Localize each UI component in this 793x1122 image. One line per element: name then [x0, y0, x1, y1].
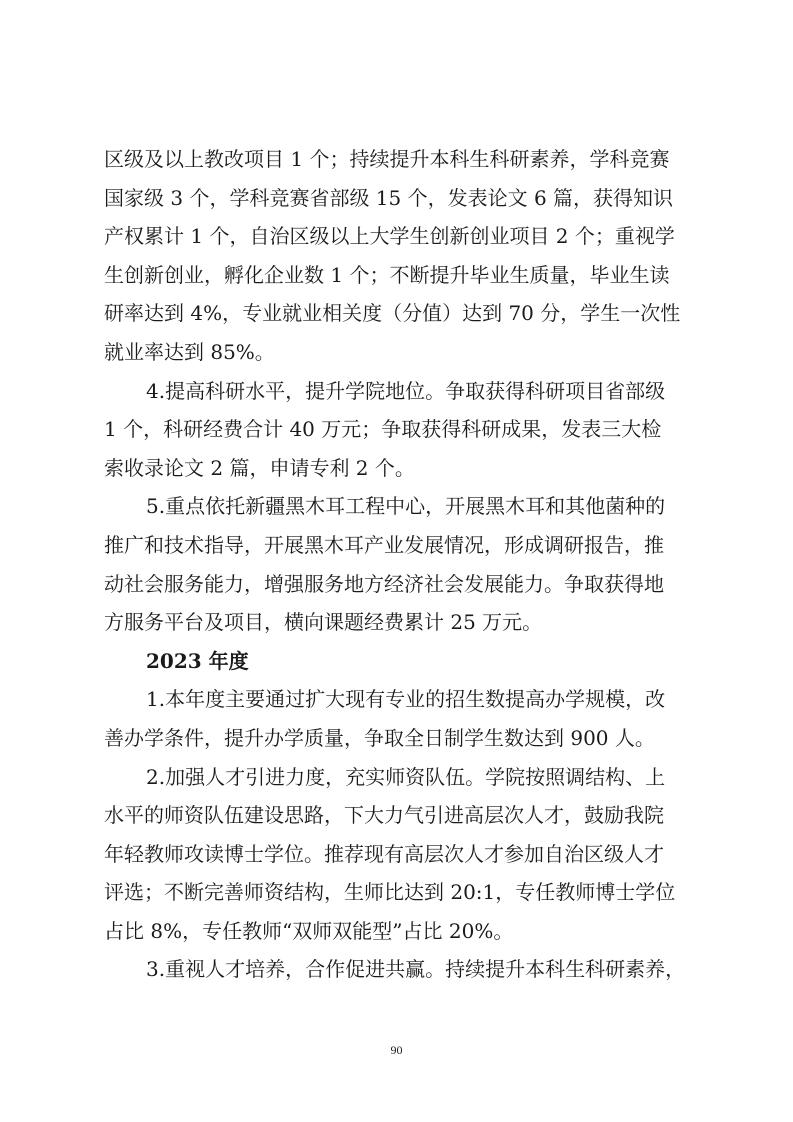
text-line: 4.提高科研水平，提升学院地位。争取获得科研项目省部级	[146, 378, 666, 403]
text-line: 索收录论文 2 篇，申请专利 2 个。	[104, 455, 415, 480]
text-line: 3.重视人才培养，合作促进共赢。持续提升本科生科研素养，	[146, 957, 686, 982]
text-line: 5.重点依托新疆黑木耳工程中心，开展黑木耳和其他菌种的	[146, 494, 666, 519]
text-line: 推广和技术指导，开展黑木耳产业发展情况，形成调研报告，推	[104, 532, 664, 557]
text-line: 水平的师资队伍建设思路，下大力气引进高层次人才，鼓励我院	[104, 803, 664, 828]
text-line: 区级及以上教改项目 1 个；持续提升本科生科研素养，学科竞赛	[104, 147, 670, 171]
text-line: 1.本年度主要通过扩大现有专业的招生数提高办学规模，改	[146, 687, 666, 712]
text-line: 就业率达到 85%。	[104, 339, 275, 364]
section-heading: 2023 年度	[146, 648, 249, 673]
text-line: 占比 8%，专任教师“双师双能型”占比 20%。	[104, 918, 514, 943]
text-line: 产权累计 1 个，自治区级以上大学生创新创业项目 2 个；重视学	[104, 224, 675, 249]
text-line: 研率达到 4%，专业就业相关度（分值）达到 70 分，学生一次性	[104, 301, 681, 326]
page-number: 90	[390, 1043, 403, 1057]
text-line: 评选；不断完善师资结构，生师比达到 20:1，专任教师博士学位	[104, 880, 676, 905]
document-body	[104, 140, 699, 989]
text-line: 年轻教师攻读博士学位。推荐现有高层次人才参加自治区级人才	[104, 841, 664, 866]
text-line: 2.加强人才引进力度，充实师资队伍。学院按照调结构、上	[146, 764, 666, 789]
text-line: 国家级 3 个，学科竞赛省部级 15 个，发表论文 6 篇，获得知识	[104, 185, 674, 210]
text-line: 动社会服务能力，增强服务地方经济社会发展能力。争取获得地	[104, 571, 664, 596]
text-line: 1 个，科研经费合计 40 万元；争取获得科研成果，发表三大检	[104, 417, 662, 442]
text-line: 善办学条件，提升办学质量，争取全日制学生数达到 900 人。	[104, 725, 655, 750]
text-line: 方服务平台及项目，横向课题经费累计 25 万元。	[104, 610, 543, 635]
text-line: 生创新创业，孵化企业数 1 个；不断提升毕业生质量，毕业生读	[104, 262, 670, 287]
